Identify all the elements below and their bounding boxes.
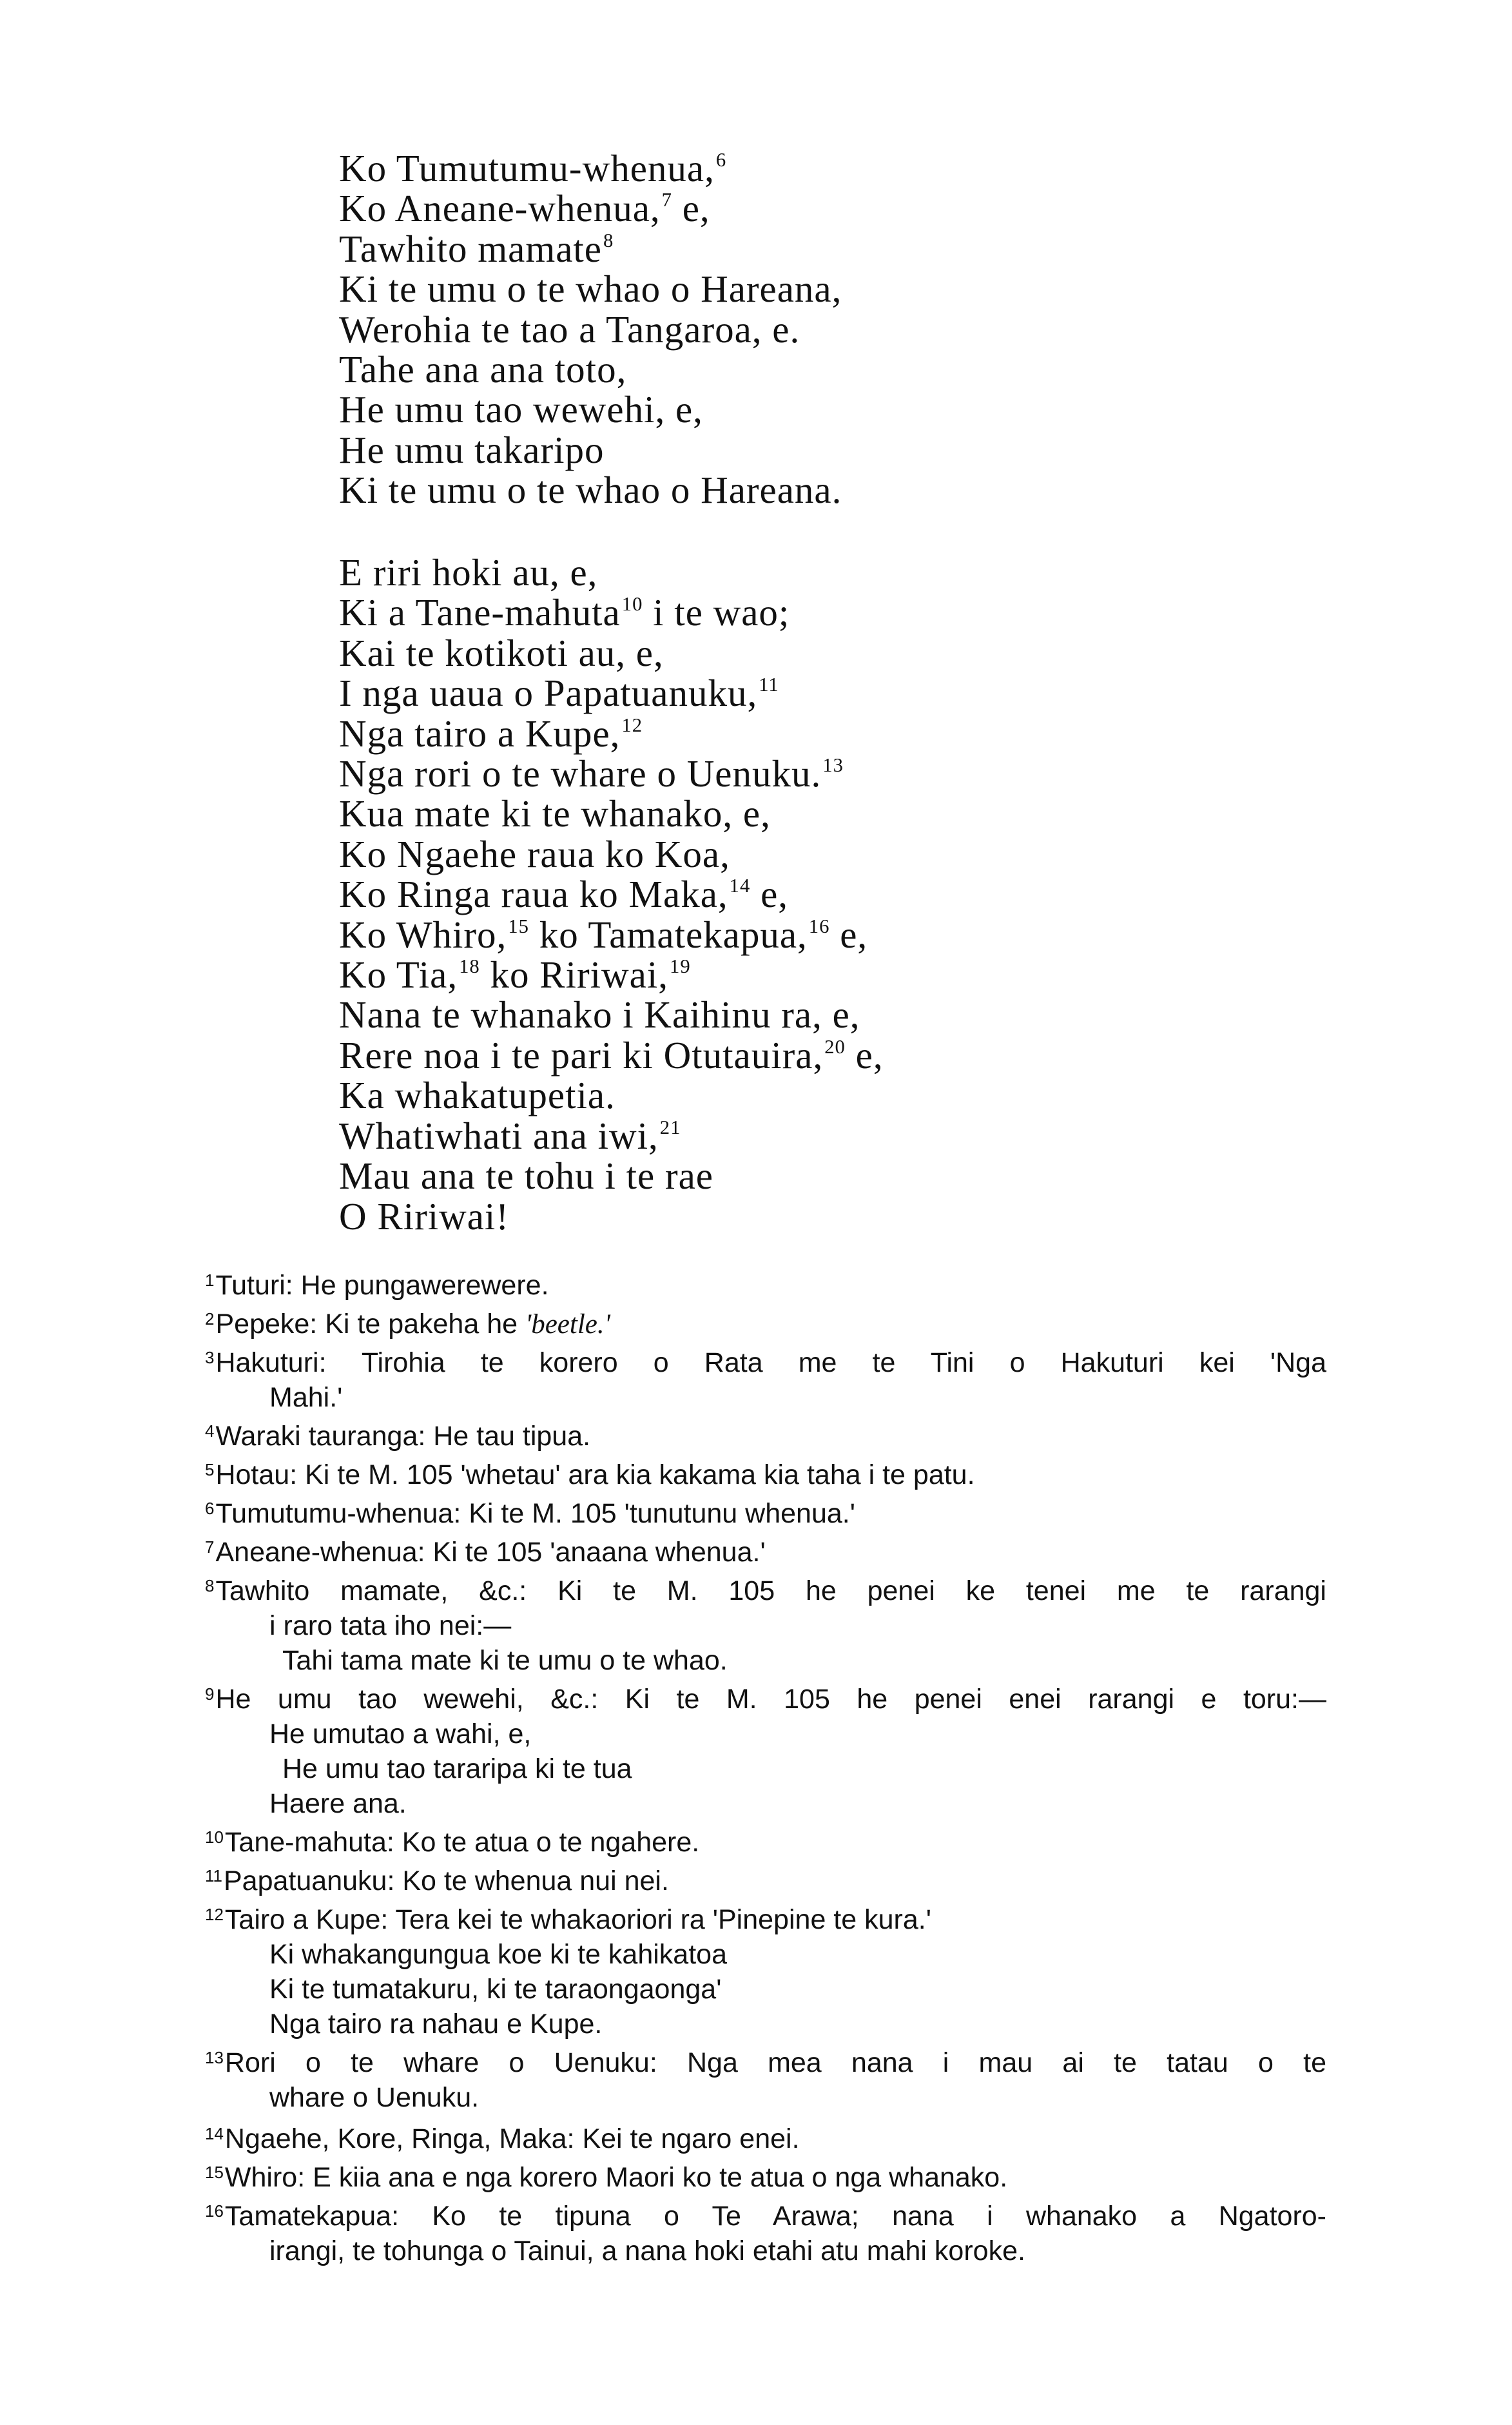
footnote [205, 2045, 1326, 2115]
footnote-line [205, 2199, 1326, 2234]
footnotes [205, 1268, 1326, 2268]
footnote [205, 2199, 1326, 2268]
footnote [205, 2121, 1326, 2156]
poem-line-text: e, [750, 873, 789, 916]
poem-line [339, 1075, 1306, 1115]
poem-line [339, 1035, 1306, 1075]
footnote-line [205, 1902, 1326, 1937]
footnote-text: Waraki tauranga: He tau tipua. [215, 1421, 591, 1452]
poem-line-text: ko Tamatekapua, [528, 913, 808, 956]
footnote-line [205, 1268, 1326, 1303]
footnote-line [205, 1682, 1326, 1717]
footnote-text: Tumutumu-whenua: Ki te M. 105 'tunutunu whenua.' [215, 1498, 855, 1529]
footnote [205, 1268, 1326, 1303]
footnote-line [205, 2121, 1326, 2156]
poem-line-text: I nga uaua o Papatuanuku, [339, 672, 758, 715]
poem-line-text: Ko Ringa raua ko Maka, [339, 873, 728, 916]
footnote [205, 1535, 1326, 1570]
footnote-text: Hotau: Ki te M. 105 'whetau' ara kia kakama kia taha i te patu. [215, 1459, 975, 1490]
footnote-text: Papatuanuku: Ko te whenua nui nei. [224, 1865, 669, 1896]
poem-line-text: He umu takaripo [339, 428, 605, 471]
footnote [205, 1457, 1326, 1492]
footnote-ref: 7 [661, 189, 672, 211]
poem-line-text: Rere noa i te pari ki Otutauira, [339, 1033, 824, 1076]
footnote-text: Ki te tumatakuru, ki te taraongaonga' [269, 1974, 722, 2005]
footnote-text: Tuturi: He pungawerewere. [215, 1270, 549, 1301]
footnote-ref: 18 [459, 955, 480, 978]
footnote [205, 1345, 1326, 1415]
footnote [205, 1902, 1326, 2041]
footnote-line [205, 1972, 1326, 2007]
poem-line-text: e, [829, 913, 868, 956]
poem-line-text: Kai te kotikoti au, e, [339, 631, 664, 674]
footnote-text: Mahi.' [269, 1382, 343, 1413]
poem-line-text: Tawhito mamate [339, 227, 602, 270]
footnote-line [205, 1786, 1326, 1821]
poem-line-text: Ko Whiro, [339, 913, 507, 956]
poem-line-text: e, [845, 1033, 884, 1076]
poem-line [339, 349, 1306, 389]
footnote-number: 6 [205, 1499, 215, 1518]
poem-line [339, 834, 1306, 874]
footnote-line [205, 1345, 1326, 1380]
poem-line [339, 389, 1306, 429]
footnote-ref: 15 [508, 915, 529, 937]
footnote-number: 2 [205, 1309, 215, 1329]
footnote-ref: 20 [824, 1035, 846, 1058]
poem-line [339, 915, 1306, 955]
footnote-number: 10 [205, 1827, 224, 1847]
poem-line [339, 552, 1306, 592]
footnote-number: 16 [205, 2201, 224, 2221]
poem-line [339, 955, 1306, 995]
poem-line-text: Nga rori o te whare o Uenuku. [339, 752, 822, 795]
poem-line-text: Mau ana te tohu i te rae [339, 1154, 713, 1198]
poem-line-text: Tahe ana ana toto, [339, 348, 627, 391]
poem-line-text: Ki te umu o te whao o Hareana, [339, 268, 842, 311]
footnote-number: 3 [205, 1348, 215, 1367]
poem-stanza-1 [339, 148, 1306, 511]
poem-line-text: Werohia te tao a Tangaroa, e. [339, 307, 800, 351]
footnote-text: irangi, te tohunga o Tainui, a nana hoki etahi atu mahi koroke. [269, 2235, 1025, 2266]
footnote-line [205, 2234, 1326, 2268]
footnote-line [205, 1496, 1326, 1531]
poem-line-text: Ko Tia, [339, 953, 458, 997]
footnote-number: 15 [205, 2163, 224, 2182]
footnote-ref: 11 [759, 674, 779, 696]
footnote-line [205, 1717, 1326, 1751]
footnote-text: Tawhito mamate, &c.: Ki te M. 105 he penei ke tenei me te rarangi [215, 1575, 1326, 1606]
footnote [205, 1307, 1326, 1341]
footnote-ref: 14 [729, 875, 751, 897]
footnote-line [205, 2080, 1326, 2115]
poem-line-text: Ko Tumutumu-whenua, [339, 147, 715, 190]
footnote-text: Hakuturi: Tirohia te korero o Rata me te Tini o Hakuturi kei 'Nga [215, 1347, 1326, 1378]
poem-line [339, 188, 1306, 228]
poem-line [339, 470, 1306, 510]
footnote-line [205, 1937, 1326, 1972]
footnote-number: 8 [205, 1576, 215, 1595]
footnote-line [205, 1457, 1326, 1492]
footnote-number: 13 [205, 2048, 224, 2067]
poem-line-text: Kua mate ki te whanako, e, [339, 792, 771, 835]
footnote-text: He umu tao wewehi, &c.: Ki te M. 105 he penei enei rarangi e toru:— [215, 1684, 1326, 1715]
footnote-italic-term: 'beetle.' [525, 1309, 610, 1339]
poem-line-text: Whatiwhati ana iwi, [339, 1114, 659, 1157]
footnote-line [205, 1751, 1326, 1786]
footnote-line [205, 1643, 1326, 1678]
footnote-line [205, 2007, 1326, 2041]
footnote-text: He umu tao tararipa ki te tua [282, 1753, 632, 1784]
poem-line-text: E riri hoki au, e, [339, 551, 598, 594]
poem-line [339, 592, 1306, 632]
footnote-ref: 10 [621, 593, 643, 616]
poem-line [339, 430, 1306, 470]
footnote-text: i raro tata iho nei:— [269, 1610, 512, 1641]
footnote-ref: 6 [715, 149, 727, 171]
poem-line [339, 874, 1306, 914]
poem-line-text: O Ririwai! [339, 1194, 509, 1238]
poem-line-text: ko Ririwai, [480, 953, 668, 997]
footnote-ref: 8 [603, 229, 614, 251]
footnote [205, 1419, 1326, 1454]
footnote-text: Tane-mahuta: Ko te atua o te ngahere. [224, 1827, 700, 1858]
footnote-ref: 21 [659, 1116, 681, 1138]
footnote-text: whare o Uenuku. [269, 2082, 480, 2113]
poem-line [339, 269, 1306, 309]
poem-line-text: e, [672, 187, 710, 230]
poem-line [339, 794, 1306, 833]
footnote-line [205, 1535, 1326, 1570]
footnote-line [205, 2045, 1326, 2080]
footnote-text: He umutao a wahi, e, [269, 1719, 532, 1749]
poem-line [339, 754, 1306, 794]
poem-line [339, 714, 1306, 754]
footnote-number: 7 [205, 1537, 215, 1557]
poem-line [339, 1116, 1306, 1156]
footnote-text: Nga tairo ra nahau e Kupe. [269, 2009, 603, 2040]
poem-stanza-2 [339, 552, 1306, 1236]
poem-line [339, 229, 1306, 269]
footnote-number: 14 [205, 2124, 224, 2143]
footnote-line [205, 1573, 1326, 1608]
poem-line [339, 309, 1306, 349]
poem-line-text: i te wao; [643, 591, 790, 634]
footnote-text: Tahi tama mate ki te umu o te whao. [282, 1645, 728, 1676]
poem-line [339, 148, 1306, 188]
poem-line-text: Ki a Tane-mahuta [339, 591, 621, 634]
footnote-text: Pepeke: Ki te pakeha he [215, 1309, 525, 1339]
footnote-number: 9 [205, 1684, 215, 1704]
footnote-line [205, 1419, 1326, 1454]
footnote-text: Aneane-whenua: Ki te 105 'anaana whenua.' [215, 1537, 766, 1568]
footnote-text: Whiro: E kiia ana e nga korero Maori ko te atua o nga whanako. [224, 2162, 1008, 2193]
footnote-line [205, 2160, 1326, 2195]
footnote-text: Tamatekapua: Ko te tipuna o Te Arawa; nana i whanako a Ngatoro- [224, 2201, 1326, 2232]
footnote [205, 1825, 1326, 1860]
footnote-ref: 12 [621, 714, 643, 736]
footnote-ref: 19 [670, 955, 691, 978]
poem-line-text: Ko Aneane-whenua, [339, 187, 661, 230]
footnote [205, 1864, 1326, 1898]
footnote [205, 1682, 1326, 1821]
poem-line-text: Ki te umu o te whao o Hareana. [339, 469, 842, 512]
poem-line-text: He umu tao wewehi, e, [339, 388, 703, 431]
poem-line-text: Ko Ngaehe raua ko Koa, [339, 832, 730, 875]
footnote-number: 12 [205, 1905, 224, 1924]
footnote [205, 2160, 1326, 2195]
footnote-line [205, 1825, 1326, 1860]
poem-line [339, 673, 1306, 713]
footnote-text: Rori o te whare o Uenuku: Nga mea nana i mau ai te tatau o te [224, 2047, 1326, 2078]
footnote-line [205, 1307, 1326, 1341]
poem-line [339, 1156, 1306, 1196]
footnote-line [205, 1380, 1326, 1415]
footnote [205, 1573, 1326, 1678]
poem-line-text: Ka whakatupetia. [339, 1074, 615, 1117]
footnote-ref: 13 [822, 754, 844, 777]
poem-line-text: Nana te whanako i Kaihinu ra, e, [339, 993, 860, 1037]
footnote [205, 1496, 1326, 1531]
footnote-ref: 16 [808, 915, 830, 937]
footnote-number: 11 [205, 1866, 222, 1885]
poem-line-text: Nga tairo a Kupe, [339, 712, 621, 755]
footnote-text: Haere ana. [269, 1788, 407, 1819]
footnote-number: 5 [205, 1460, 215, 1479]
footnote-text: Ngaehe, Kore, Ringa, Maka: Kei te ngaro enei. [224, 2123, 800, 2154]
poem-line [339, 1196, 1306, 1236]
footnote-line [205, 1608, 1326, 1643]
footnote-text: Ki whakangungua koe ki te kahikatoa [269, 1939, 727, 1970]
poem-line [339, 995, 1306, 1035]
footnote-number: 1 [205, 1271, 215, 1290]
poem-line [339, 633, 1306, 673]
footnote-text: Tairo a Kupe: Tera kei te whakaoriori ra 'Pinepine te kura.' [224, 1904, 931, 1935]
footnote-number: 4 [205, 1421, 215, 1441]
footnote-line [205, 1864, 1326, 1898]
